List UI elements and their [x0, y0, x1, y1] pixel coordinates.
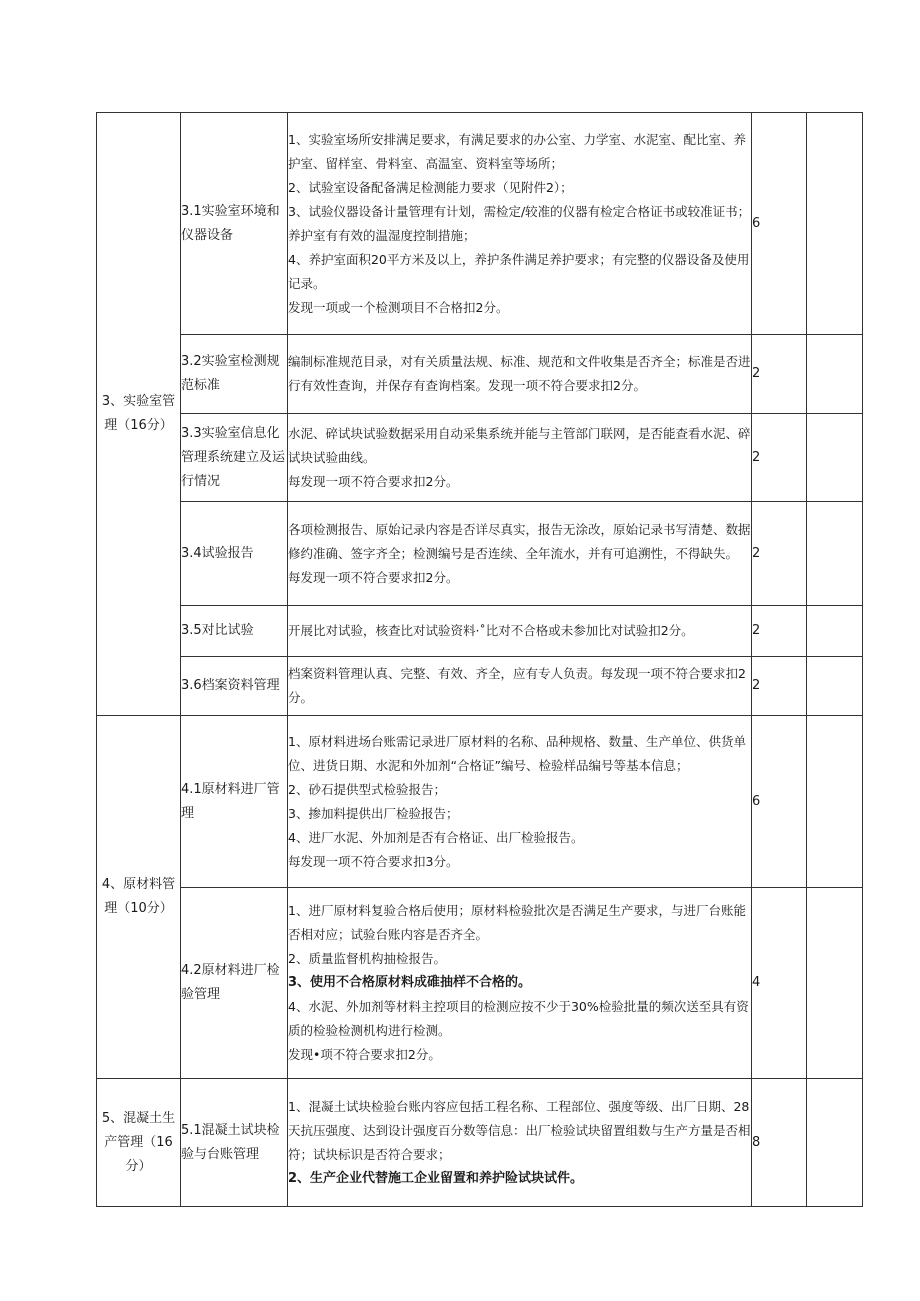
requirement-line: 1、进厂原材料复验合格后使用；原材料检验批次是否满足生产要求，与进厂台账能否相对应；试验台账内容是否齐全。	[288, 903, 746, 942]
requirement-cell	[288, 414, 752, 502]
requirement-line: 2、质量监督机构抽检报告。	[288, 951, 446, 966]
item-name: 3.1实验室环境和仪器设备	[181, 203, 280, 243]
requirement-line: 编制标准规范目录，对有关质量法规、标准、规范和文件收集是否齐全；标准是否进行有效性查询，并保存有查询档案。发现一项不符合要求扣2分。	[288, 354, 751, 393]
requirement-line: 4、水泥、外加剂等材料主控项目的检测应按不少于30%检验批量的频次送至具有资质的检验检测机构进行检测。	[288, 999, 749, 1038]
requirement-line: 2、砂石提供型式检验报告；	[288, 781, 446, 797]
item-name: 3.3实验室信息化管理系统建立及运行情况	[181, 425, 286, 489]
blank-cell	[807, 606, 863, 657]
requirement-line: 4、进厂水泥、外加剂是否有合格证、出厂检验报告。	[288, 829, 584, 845]
requirement-line: 3、掺加料提供出厂检验报告；	[288, 805, 459, 821]
requirement-line: 1、实验室场所安排满足要求，有满足要求的办公室、力学室、水泥室、配比室、养护室、留样室、骨料室、高温室、资料室等场所；	[288, 131, 746, 171]
blank-cell	[807, 335, 863, 414]
requirement-line: 发现•项不符合要求扣2分。	[288, 1047, 441, 1062]
requirement-cell	[288, 888, 752, 1079]
table-row	[97, 1079, 863, 1207]
score-cell	[752, 716, 807, 888]
requirement-cell	[288, 657, 752, 716]
requirement-line: 1、混凝土试块检验台账内容应包括工程名称、工程部位、强度等级、出厂日期、28天抗压强度、达到设计强度百分数等信息：出厂检验试块留置组数与生产方量是否相符；试块标识是否符合要求；	[288, 1098, 751, 1162]
requirement-line: 每发现一项不符合要求扣2分。	[288, 473, 459, 489]
blank-cell	[807, 414, 863, 502]
score-value: 2	[752, 678, 761, 693]
score-cell	[752, 657, 807, 716]
category-label: 3、实验室管理（16分）	[101, 394, 176, 433]
requirement-line: 4、养护室面积20平方米及以上，养护条件满足养护要求；有完整的仪器设备及使用记录。	[288, 251, 750, 291]
table-row	[97, 502, 863, 606]
item-name: 3.5对比试验	[181, 623, 254, 638]
requirement-line: 每发现一项不符合要求扣2分。	[288, 569, 459, 585]
category-label: 5、混凝土生产管理（16分）	[101, 1110, 176, 1174]
score-value: 8	[752, 1134, 761, 1150]
requirement-line: 2、试验室设备配备满足检测能力要求（见附件2）；	[288, 179, 573, 195]
category-cell	[97, 716, 181, 1079]
requirement-cell	[288, 716, 752, 888]
score-cell	[752, 888, 807, 1079]
item-name-cell	[181, 716, 288, 888]
blank-cell	[807, 113, 863, 335]
requirement-line: 水泥、碎试块试验数据采用自动采集系统并能与主管部门联网，是否能查看水泥、碎试块试验曲线。	[288, 425, 751, 465]
item-name-cell	[181, 335, 288, 414]
score-cell	[752, 502, 807, 606]
table-row	[97, 606, 863, 657]
category-cell	[97, 1079, 181, 1207]
category-label: 4、原材料管理（10分）	[101, 877, 176, 916]
blank-cell	[807, 716, 863, 888]
requirement-cell	[288, 1079, 752, 1207]
score-value: 6	[752, 215, 761, 231]
requirement-cell	[288, 113, 752, 335]
requirement-line: 开展比对试验，核查比对试验资料·˚比对不合格或未参加比对试验扣2分。	[288, 623, 694, 638]
category-cell	[97, 113, 181, 716]
item-name: 3.4试验报告	[181, 545, 254, 561]
requirement-line: 档案资料管理认真、完整、有效、齐全，应有专人负责。每发现一项不符合要求扣2分。	[288, 666, 746, 705]
requirement-cell	[288, 606, 752, 657]
blank-cell	[807, 888, 863, 1079]
requirement-line-bold: 2、生产企业代替施工企业留置和养护险试块试件。	[288, 1170, 584, 1186]
score-cell	[752, 606, 807, 657]
requirement-line: 1、原材料进场台账需记录进厂原材料的名称、品种规格、数量、生产单位、供货单位、进货日期、水泥和外加剂“合格证”编号、检验样品编号等基本信息；	[288, 733, 746, 773]
item-name-cell	[181, 502, 288, 606]
table-row	[97, 657, 863, 716]
item-name-cell	[181, 888, 288, 1079]
requirement-line: 每发现一项不符合要求扣3分。	[288, 853, 459, 869]
table-row	[97, 716, 863, 888]
score-value: 2	[752, 545, 761, 561]
inspection-table	[96, 112, 863, 1207]
item-name-cell	[181, 606, 288, 657]
item-name-cell	[181, 113, 288, 335]
blank-cell	[807, 657, 863, 716]
item-name: 3.6档案资料管理	[181, 678, 280, 693]
score-cell	[752, 1079, 807, 1207]
score-value: 2	[752, 449, 761, 465]
item-name-cell	[181, 1079, 288, 1207]
requirement-cell	[288, 335, 752, 414]
requirement-line: 3、试验仪器设备计量管理有计划，需检定/较准的仪器有检定合格证书或较准证书；养护室有有效的温湿度控制措施；	[288, 203, 751, 243]
score-value: 4	[752, 975, 761, 990]
score-value: 2	[752, 366, 761, 381]
requirement-cell	[288, 502, 752, 606]
score-cell	[752, 414, 807, 502]
table-row	[97, 113, 863, 335]
table-row	[97, 414, 863, 502]
score-cell	[752, 335, 807, 414]
score-cell	[752, 113, 807, 335]
score-value: 6	[752, 793, 761, 809]
blank-cell	[807, 1079, 863, 1207]
table-row	[97, 335, 863, 414]
requirement-line: 各项检测报告、原始记录内容是否详尽真实，报告无涂改，原始记录书写清楚、数据修约准确、签字齐全；检测编号是否连续、全年流水，并有可追溯性，不得缺失。	[288, 521, 751, 561]
item-name: 5.1混凝土试块检验与台账管理	[181, 1122, 280, 1162]
blank-cell	[807, 502, 863, 606]
requirement-line-bold: 3、使用不合格原材料成碓抽样不合格的。	[288, 975, 532, 990]
item-name-cell	[181, 414, 288, 502]
score-value: 2	[752, 623, 761, 638]
item-name: 3.2实验室检测规范标准	[181, 354, 280, 393]
item-name-cell	[181, 657, 288, 716]
item-name: 4.1原材料进厂管理	[181, 781, 280, 821]
item-name: 4.2原材料进厂检验管理	[181, 963, 280, 1002]
requirement-line: 发现一项或一个检测项目不合格扣2分。	[288, 299, 509, 315]
table-row	[97, 888, 863, 1079]
